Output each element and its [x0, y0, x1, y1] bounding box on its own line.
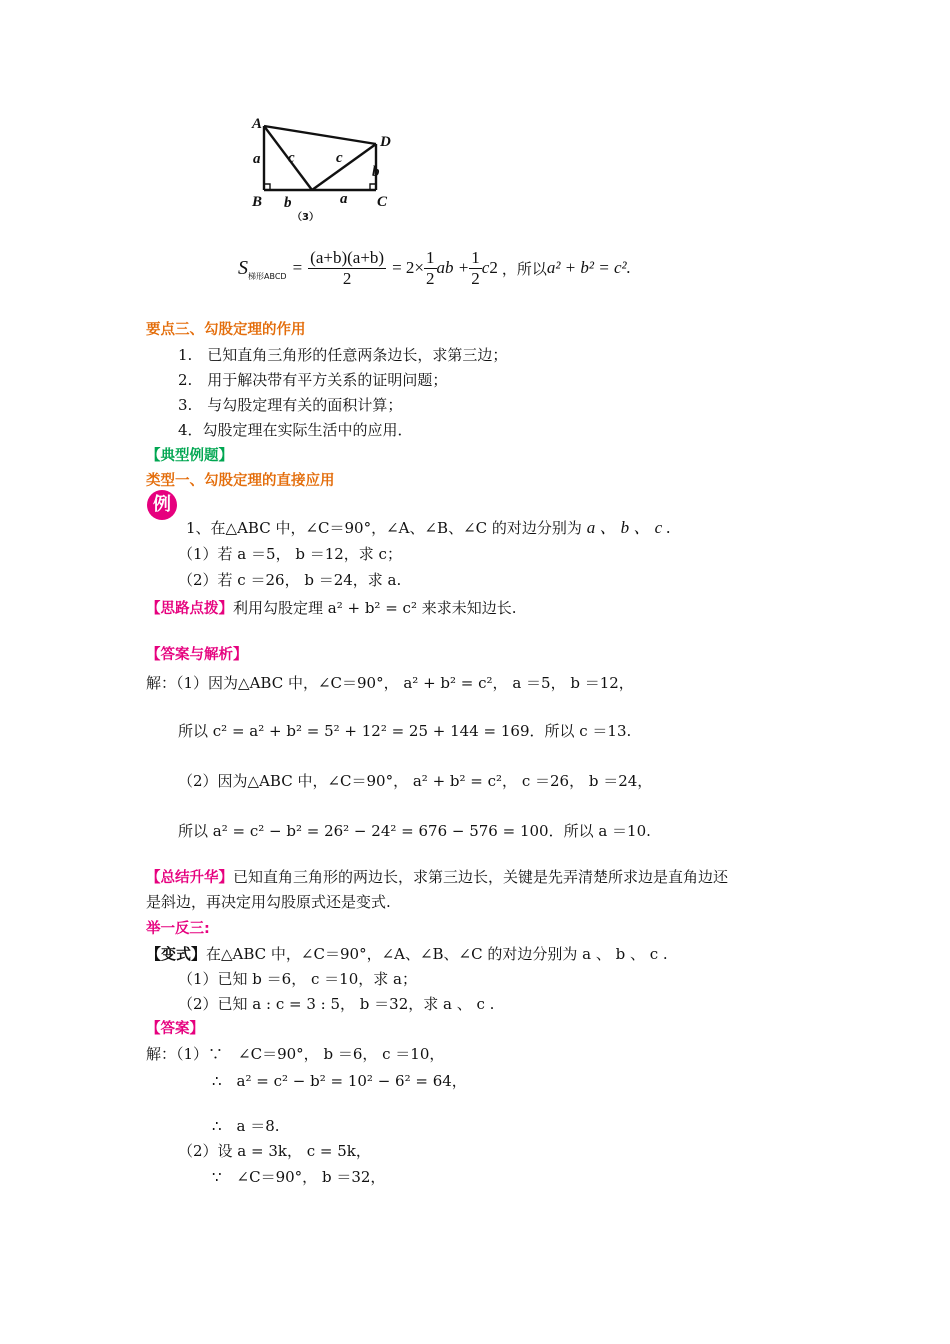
conclusion-formula: a² + b² = c². [546, 258, 631, 277]
label-D: D [380, 134, 391, 150]
summary-label: 【总结升华】 [146, 870, 233, 886]
q1-part2: （2）若 c ＝26， b ＝24，求 a. [178, 571, 402, 589]
section3-item-2: 2. 用于解决带有平方关系的证明问题； [178, 371, 448, 389]
hint-label: 【思路点拨】 [146, 601, 233, 617]
variant-label: 【变式】 [146, 945, 207, 963]
figure-caption: （3） [292, 212, 319, 223]
q1-stem: 1、在△ABC 中，∠C＝90°，∠A、∠B、∠C 的对边分别为 [186, 519, 582, 537]
q1-vars: a 、 b 、 c . [586, 518, 671, 537]
q1-part1: （1）若 a ＝5， b ＝12，求 c； [178, 545, 402, 563]
fraction-main-den: 2 [342, 268, 352, 288]
s-subscript: 梯形ABCD [248, 271, 287, 281]
half-den: 2 [426, 268, 435, 288]
hint-line [146, 597, 517, 618]
solution2-line-5: ∵ ∠C＝90°， b ＝32， [212, 1168, 386, 1186]
label-C: C [377, 194, 388, 210]
summary-line-2: 是斜边，再决定用勾股原式还是变式. [146, 893, 391, 911]
trapezoid-figure [244, 110, 404, 225]
label-a-bottom: a [340, 191, 348, 207]
variant-part1: （1）已知 b ＝6， c ＝10，求 a； [178, 970, 417, 988]
solution2-line-2: ∴ a² = c² − b² = 10² − 6² = 64， [212, 1072, 467, 1090]
half-num-2: 1 [471, 247, 480, 267]
solution2-line-3: ∴ a ＝8. [212, 1117, 280, 1135]
summary-line-1 [146, 866, 728, 887]
label-B: B [252, 194, 263, 210]
hint-text: 利用勾股定理 a² + b² = c² 来求未知边长. [233, 599, 517, 617]
fraction-main [308, 248, 386, 289]
variant-part2: （2）已知 a : c = 3 : 5， b ＝32，求 a 、 c . [178, 995, 495, 1013]
ab-term: ab + [436, 258, 470, 277]
solution-line-2: 所以 c² = a² + b² = 5² + 12² = 25 + 144 = 169．所以 c ＝13. [178, 722, 632, 740]
c-squared: c [481, 258, 490, 277]
section3-item-3: 3. 与勾股定理有关的面积计算； [178, 396, 403, 414]
example-badge: 例 [147, 490, 177, 520]
times-two: = 2× [392, 258, 425, 277]
fraction-half-2 [469, 248, 482, 289]
type1-title: 类型一、勾股定理的直接应用 [146, 473, 335, 489]
fraction-main-num: (a+b)(a+b) [310, 247, 385, 267]
practice-title: 举一反三: [146, 921, 210, 937]
area-formula: S 梯形ABCD = $\frac{(a+b)(a+b)}{2}$ = 2× $\frac{1}{2}$ ab + $\frac{1}{2}$ c 2 ，所以 a² + b² = c². [238, 247, 631, 288]
solution2-line-4: （2）设 a = 3k， c = 5k， [178, 1142, 371, 1160]
solution-line-3: （2）因为△ABC 中，∠C＝90°， a² + b² = c²， c ＝26， b ＝24， [178, 772, 653, 790]
solution-line-4: 所以 a² = c² − b² = 26² − 24² = 676 − 576 = 100．所以 a ＝10. [178, 822, 651, 840]
section3-item-4: 4．勾股定理在实际生活中的应用． [178, 421, 413, 439]
solution-line-1: 解：（1）因为△ABC 中，∠C＝90°， a² + b² = c²， a ＝5， b ＝12， [146, 674, 634, 692]
label-c-left: c [288, 150, 295, 166]
label-b-right: b [372, 164, 380, 180]
fraction-half-1 [424, 248, 437, 289]
answer2-label: 【答案】 [146, 1021, 204, 1037]
examples-header: 【典型例题】 [146, 448, 233, 464]
section3-item-1: 1. 已知直角三角形的任意两条边长，求第三边； [178, 346, 508, 364]
solution2-line-1: 解：（1）∵ ∠C＝90°， b ＝6， c ＝10， [146, 1045, 445, 1063]
label-c-right: c [336, 150, 343, 166]
equals-1: = [292, 258, 303, 277]
answer-label: 【答案与解析】 [146, 647, 248, 663]
variant-line [146, 943, 668, 964]
section3-title: 要点三、勾股定理的作用 [146, 322, 306, 338]
label-a-left: a [253, 151, 261, 167]
label-b-bottom: b [284, 195, 292, 211]
summary-text-1: 已知直角三角形的两边长，求第三边长，关键是先弄清楚所求边是直角边还 [233, 868, 729, 886]
conclusion-prefix: ，所以 [501, 259, 547, 278]
label-A: A [252, 116, 263, 132]
half-num: 1 [426, 247, 435, 267]
half-den-2: 2 [471, 268, 480, 288]
variant-text: 在△ABC 中，∠C＝90°，∠A、∠B、∠C 的对边分别为 a 、 b 、 c . [206, 945, 668, 963]
q1-text [186, 513, 671, 538]
s-symbol: S [238, 256, 248, 279]
